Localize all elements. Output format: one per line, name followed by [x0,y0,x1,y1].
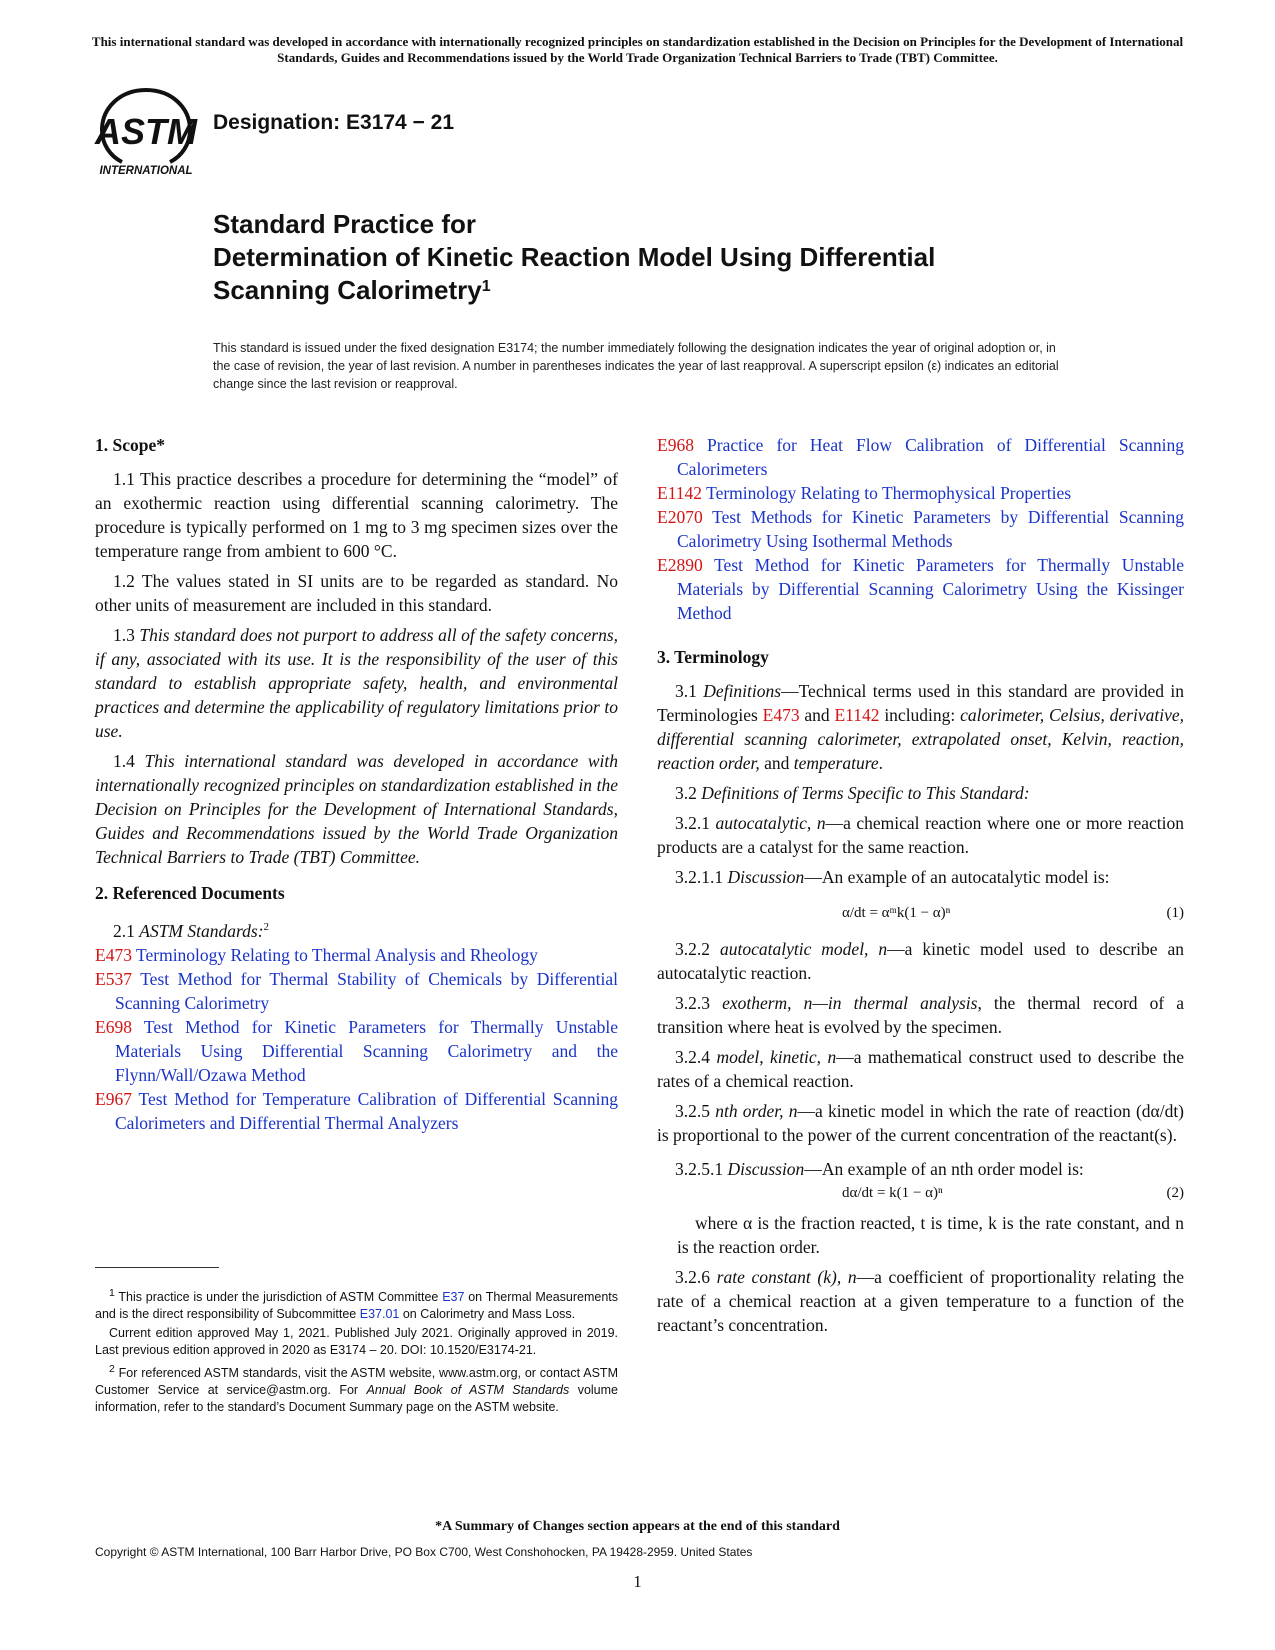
ref-code[interactable]: E698 [95,1016,132,1037]
term-3-2-label: Definitions of Terms Specific to This Standard: [701,783,1030,803]
term-3-2-5 [657,1099,1184,1147]
scope-1-3-num: 1.3 [113,625,135,645]
scope-1-1: 1.1 This practice describes a procedure for determining the “model” of an exothermic reaction using differential scanning calorimetry. The procedure is typically performed on 1 mg to 3 mg specimen sizes over the temperature range from ambient to 600 °C. [95,469,618,561]
ref-title[interactable]: Terminology Relating to Thermal Analysis and Rheology [136,944,538,965]
term-3-2-2-num: 3.2.2 [675,939,710,959]
term-3-2-5-text: —a kinetic model in which the rate of reaction (dα/dt) is proportional to the power of the current concentration of the reactant(s). [657,1101,1185,1145]
term-3-2-5-1-text: —An example of an nth order model is: [804,1159,1084,1179]
footnotes [95,1285,618,1418]
term-3-1-including: including: [884,705,956,725]
ref-title[interactable]: Practice for Heat Flow Calibration of Differential Scanning Calorimeters [677,435,1185,479]
title-line-1: Standard Practice for [213,209,476,239]
term-3-2-5-1-num: 3.2.5.1 [675,1159,724,1179]
term-3-2-5-num: 3.2.5 [675,1101,710,1121]
ref-e2890[interactable] [657,553,1184,625]
equation-1 [657,901,1184,925]
footnote-1 [95,1285,618,1323]
term-3-2-2-term: autocatalytic model, n [719,939,888,959]
ref-code[interactable]: E473 [95,944,132,965]
term-3-2 [657,781,1184,805]
equation-2 [657,1181,1184,1205]
ref-code[interactable]: E2070 [657,507,703,527]
equation-where-clause: where α is the fraction reacted, t is time, k is the rate constant, and n is the reaction order. [677,1213,1184,1257]
ref-title[interactable]: Test Methods for Kinetic Parameters by Differential Scanning Calorimetry Using Isothermal Methods [677,507,1184,551]
footnote-2 [95,1361,618,1416]
term-3-2-4 [657,1045,1184,1093]
scope-1-2: 1.2 The values stated in SI units are to be regarded as standard. No other units of measurement are included in this standard. [95,571,618,615]
footnote-1-text-c: on Calorimetry and Mass Loss. [402,1307,576,1322]
term-3-2-1-term: autocatalytic, n [715,813,826,833]
equation-1-number: (1) [1166,905,1184,921]
scope-1-4 [95,749,618,869]
right-column [657,433,1184,1343]
term-3-1-and: and [804,705,830,725]
copyright: Copyright © ASTM International, 100 Barr Harbor Drive, PO Box C700, West Conshohocken, PA 19428-2959. United States [95,1545,753,1559]
link-e37[interactable]: E37 [442,1290,465,1305]
summary-of-changes-note: *A Summary of Changes section appears at the end of this standard [435,1519,840,1534]
footnote-divider [95,1267,219,1268]
term-3-2-3-term: exotherm, n—in thermal analysis [722,993,978,1013]
page-number: 1 [633,1572,642,1591]
ref-code[interactable]: E1142 [657,483,703,503]
link-e473[interactable]: E473 [762,705,800,725]
designation: Designation: E3174 − 21 [213,111,455,134]
footnote-1-text-b: on Thermal Measurements and is the direct responsibility of Subcommittee [95,1290,619,1322]
term-3-2-6 [657,1265,1184,1337]
wto-notice: This international standard was developed in accordance with internationally recognized principles on standardization established in the Decision on Principles for the Development of International Standards, Guides and Recommendations issued by the World Trade Organization Technical Barriers to Trade (TBT) Committee. [91,34,1184,65]
astm-standards-mark[interactable]: 2 [263,921,270,933]
ref-e698[interactable] [95,1015,618,1087]
term-3-2-1-1-num: 3.2.1.1 [675,867,724,887]
ref-code[interactable]: E968 [657,435,694,455]
term-3-2-2 [657,937,1184,985]
astm-logo [92,86,200,178]
ref-e1142[interactable] [657,481,1184,505]
term-3-1-terms: calorimeter, Celsius, derivative, differential scanning calorimeter, extrapolated onset, Kelvin, reaction, reaction order, [657,705,1184,773]
astm-standards-text: ASTM Standards: [139,920,264,941]
logo-letters: ASTM [95,111,197,152]
footnote-2-mark: 2 [109,1364,115,1376]
ref-e968[interactable] [657,433,1184,481]
term-3-2-3-text: , the thermal record of a transition where heat is evolved by the specimen. [657,993,1184,1037]
term-3-2-5-1 [657,1157,1184,1181]
left-column [95,433,618,1135]
document-title [213,208,1113,307]
footnote-1-mark: 1 [109,1288,115,1299]
ref-title[interactable]: Test Method for Thermal Stability of Chemicals by Differential Scanning Calorimetry [115,968,618,1013]
term-3-2-3-num: 3.2.3 [675,993,710,1013]
term-3-1: 3.1 Definitions—Technical terms used in this standard are provided in Terminologies E473 and E1142 including: calorimeter, Celsius, derivative, differential scanning calorimeter, extrapolated onset, Kelvin, reaction, reaction order, and temperature. [657,681,1184,773]
link-e37-01[interactable]: E37.01 [359,1307,400,1322]
ref-code[interactable]: E537 [95,968,132,989]
link-e1142[interactable]: E1142 [834,705,880,725]
equation-2-number: (2) [1166,1185,1184,1201]
title-footnote-mark[interactable]: 1 [481,278,491,295]
ref-e537[interactable] [95,967,618,1015]
scope-heading: 1. Scope* [95,435,165,455]
term-3-2-1-1-label: Discussion [727,867,805,887]
ref-code[interactable]: E967 [95,1088,132,1109]
term-3-2-1-1-text: —An example of an autocatalytic model is: [804,867,1110,887]
ref-title[interactable]: Test Method for Kinetic Parameters for Thermally Unstable Materials by Differential Scanning Calorimetry Using the Kissinger Method [677,555,1185,623]
term-3-1-num: 3.1 [675,681,697,701]
term-3-2-1-1 [657,865,1184,889]
term-3-2-6-text: —a coefficient of proportionality relating the rate of a chemical reaction at a given temperature to a function of the reactant’s concentration. [657,1267,1185,1335]
ref-e967[interactable] [95,1087,618,1135]
scope-1-4-text: This international standard was developed in accordance with internationally recognized principles on standardization established in the Decision on Principles for the Development of International Standards, Guides and Recommendations issued by the World Trade Organization Technical Barriers to Trade (TBT) Committee. [95,751,619,867]
ref-e2070[interactable] [657,505,1184,553]
equation-1-expr: α/dt = αᵐk(1 − α)ⁿ [842,905,951,921]
term-3-2-num: 3.2 [675,783,697,803]
equation-2-expr: dα/dt = k(1 − α)ⁿ [842,1185,943,1201]
astm-standards-label [95,915,618,943]
ref-title[interactable]: Test Method for Temperature Calibration of Differential Scanning Calorimeters and Differential Thermal Analyzers [115,1088,618,1133]
astm-standards-num: 2.1 [113,920,135,941]
ref-code[interactable]: E2890 [657,555,703,575]
term-3-2-5-1-label: Discussion [727,1159,805,1179]
scope-1-4-num: 1.4 [113,751,135,771]
term-3-1-and2: and [764,753,790,773]
footnote-2-text-a: For referenced ASTM standards, visit the ASTM website, www.astm.org, or contact ASTM Customer Service at service@astm.org. For [95,1366,618,1398]
term-3-2-4-term: model, kinetic, n [716,1047,837,1067]
term-3-2-5-term: nth order, n [715,1101,798,1121]
referenced-heading: 2. Referenced Documents [95,883,285,903]
term-3-2-1-num: 3.2.1 [675,813,710,833]
footnote-1-text-a: This practice is under the jurisdiction of ASTM Committee [118,1290,439,1305]
ref-e473[interactable] [95,943,618,967]
term-3-2-1 [657,811,1184,859]
ref-title[interactable]: Test Method for Kinetic Parameters for Thermally Unstable Materials Using Differential Scanning Calorimetry and the Flynn/Wall/Ozawa Method [115,1016,619,1085]
term-3-1-text: —Technical terms used in this standard are provided in Terminologies [657,681,1184,725]
term-3-1-last: temperature [793,753,879,773]
term-3-2-1-text: —a chemical reaction where one or more reaction products are a catalyst for the same reaction. [657,813,1185,857]
footnote-2-italic: Annual Book of ASTM Standards [366,1383,570,1398]
scope-1-3-text: This standard does not purport to address all of the safety concerns, if any, associated with its use. It is the responsibility of the user of this standard to establish appropriate safety, health, and environmental practices and determine the applicability of regulatory limitations prior to use. [95,625,619,741]
term-3-2-3 [657,991,1184,1039]
title-line-2: Determination of Kinetic Reaction Model Using Differential [213,242,936,272]
scope-1-3 [95,623,618,743]
term-3-1-label: Definitions [703,681,782,701]
term-3-2-6-num: 3.2.6 [675,1267,710,1287]
title-line-3: Scanning Calorimetry [213,275,482,305]
footnote-1-edition: Current edition approved May 1, 2021. Published July 2021. Originally approved in 2019. Last previous edition approved in 2020 as E3174 – 20. DOI: 10.1520/E3174-21. [95,1326,618,1358]
term-3-2-2-text: —a kinetic model used to describe an autocatalytic reaction. [657,939,1185,983]
footnote-2-text-b: volume information, refer to the standard’s Document Summary page on the ASTM website. [95,1383,618,1415]
issuance-statement: This standard is issued under the fixed designation E3174; the number immediately following the designation indicates the year of original adoption or, in the case of revision, the year of last revision. A number in parentheses indicates the year of last reapproval. A superscript epsilon (ε) indicates an editorial change since the last revision or reapproval. [213,341,1059,391]
terminology-heading: 3. Terminology [657,647,769,667]
term-3-2-6-term: rate constant (k), n [716,1267,857,1287]
term-3-2-4-num: 3.2.4 [675,1047,710,1067]
term-3-2-4-text: —a mathematical construct used to describe the rates of a chemical reaction. [657,1047,1185,1091]
logo-subtitle: INTERNATIONAL [99,165,193,177]
ref-title[interactable]: Terminology Relating to Thermophysical Properties [706,483,1072,503]
